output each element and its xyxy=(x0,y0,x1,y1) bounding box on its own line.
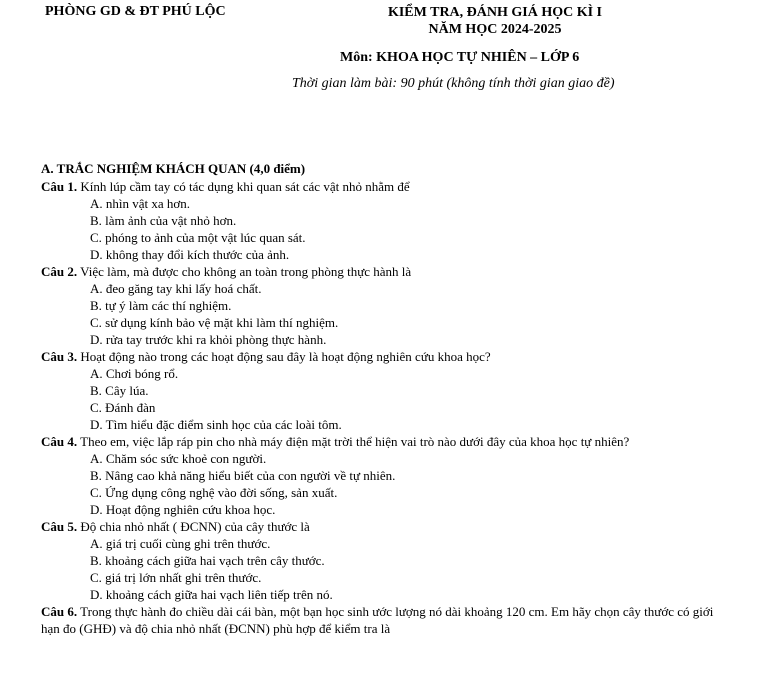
answer-option: C. phóng to ảnh của một vật lúc quan sát. xyxy=(90,230,306,245)
question-text: Kính lúp cầm tay có tác dụng khi quan sát các vật nhỏ nhằm để xyxy=(77,179,410,194)
question-number: Câu 4. xyxy=(41,434,78,449)
question-number: Câu 1. xyxy=(41,179,78,194)
answer-option: C. giá trị lớn nhất ghi trên thước. xyxy=(90,570,262,585)
answer-option: C. Ứng dụng công nghệ vào đời sống, sản xuất. xyxy=(90,485,338,500)
question-2 xyxy=(41,263,725,348)
question-4 xyxy=(41,433,725,518)
question-text: Theo em, việc lắp ráp pin cho nhà máy điện mặt trời thể hiện vai trò nào dưới đây của khoa học tự nhiên? xyxy=(77,434,630,449)
question-number: Câu 5. xyxy=(41,519,78,534)
school-year: NĂM HỌC 2024-2025 xyxy=(428,22,562,37)
question-stem xyxy=(41,433,725,450)
answer-option: A. Chăm sóc sức khoẻ con người. xyxy=(90,451,267,466)
answer-option: D. Hoạt động nghiên cứu khoa học. xyxy=(90,502,276,517)
question-stem xyxy=(41,603,725,637)
question-1 xyxy=(41,178,725,263)
question-3 xyxy=(41,348,725,433)
section-title: A. TRẮC NGHIỆM KHÁCH QUAN (4,0 điểm) xyxy=(41,161,306,176)
answer-option: D. không thay đổi kích thước của ảnh. xyxy=(90,247,290,262)
question-text: Hoạt động nào trong các hoạt động sau đây là hoạt động nghiên cứu khoa học? xyxy=(77,349,491,364)
answer-option: C. sử dụng kính bảo vệ mặt khi làm thí nghiệm. xyxy=(90,315,339,330)
question-number: Câu 3. xyxy=(41,349,78,364)
question-6 xyxy=(41,603,725,637)
question-text: Việc làm, mà được cho không an toàn trong phòng thực hành là xyxy=(77,264,412,279)
department-name: PHÒNG GD & ĐT PHÚ LỘC xyxy=(45,4,226,19)
answer-option: A. đeo găng tay khi lấy hoá chất. xyxy=(90,281,262,296)
question-number: Câu 6. xyxy=(41,604,78,619)
question-stem xyxy=(41,178,725,195)
question-5 xyxy=(41,518,725,603)
answer-option: A. Chơi bóng rổ. xyxy=(90,366,179,381)
answer-option: D. Tìm hiểu đặc điểm sinh học của các loài tôm. xyxy=(90,417,342,432)
subject-line: Môn: KHOA HỌC TỰ NHIÊN – LỚP 6 xyxy=(340,50,580,65)
answer-option: B. Nâng cao khả năng hiểu biết của con người về tự nhiên. xyxy=(90,468,396,483)
answer-option: D. rửa tay trước khi ra khỏi phòng thực hành. xyxy=(90,332,327,347)
question-text: Trong thực hành đo chiều dài cái bàn, một bạn học sinh ước lượng nó dài khoảng 120 cm. Em hãy chọn cây thước có giới hạn đo (GHĐ) và độ chia nhỏ nhất (ĐCNN) phù hợp để kiểm tra là xyxy=(41,604,714,636)
question-stem xyxy=(41,518,725,535)
answer-option: A. giá trị cuối cùng ghi trên thước. xyxy=(90,536,271,551)
question-stem xyxy=(41,263,725,280)
answer-option: D. khoảng cách giữa hai vạch liên tiếp trên nó. xyxy=(90,587,333,602)
exam-content xyxy=(41,161,725,637)
time-allowed: Thời gian làm bài: 90 phút (không tính thời gian giao đề) xyxy=(292,76,615,91)
question-number: Câu 2. xyxy=(41,264,78,279)
answer-option: B. Cây lúa. xyxy=(90,383,149,398)
answer-option: B. làm ảnh của vật nhỏ hơn. xyxy=(90,213,237,228)
exam-title: KIỂM TRA, ĐÁNH GIÁ HỌC KÌ I xyxy=(387,5,603,20)
answer-option: B. khoảng cách giữa hai vạch trên cây thước. xyxy=(90,553,325,568)
answer-option: B. tự ý làm các thí nghiệm. xyxy=(90,298,232,313)
question-stem xyxy=(41,348,725,365)
question-text: Độ chia nhỏ nhất ( ĐCNN) của cây thước là xyxy=(77,519,310,534)
exam-heading xyxy=(315,4,675,38)
answer-option: A. nhìn vật xa hơn. xyxy=(90,196,191,211)
answer-option: C. Đánh đàn xyxy=(90,400,156,415)
